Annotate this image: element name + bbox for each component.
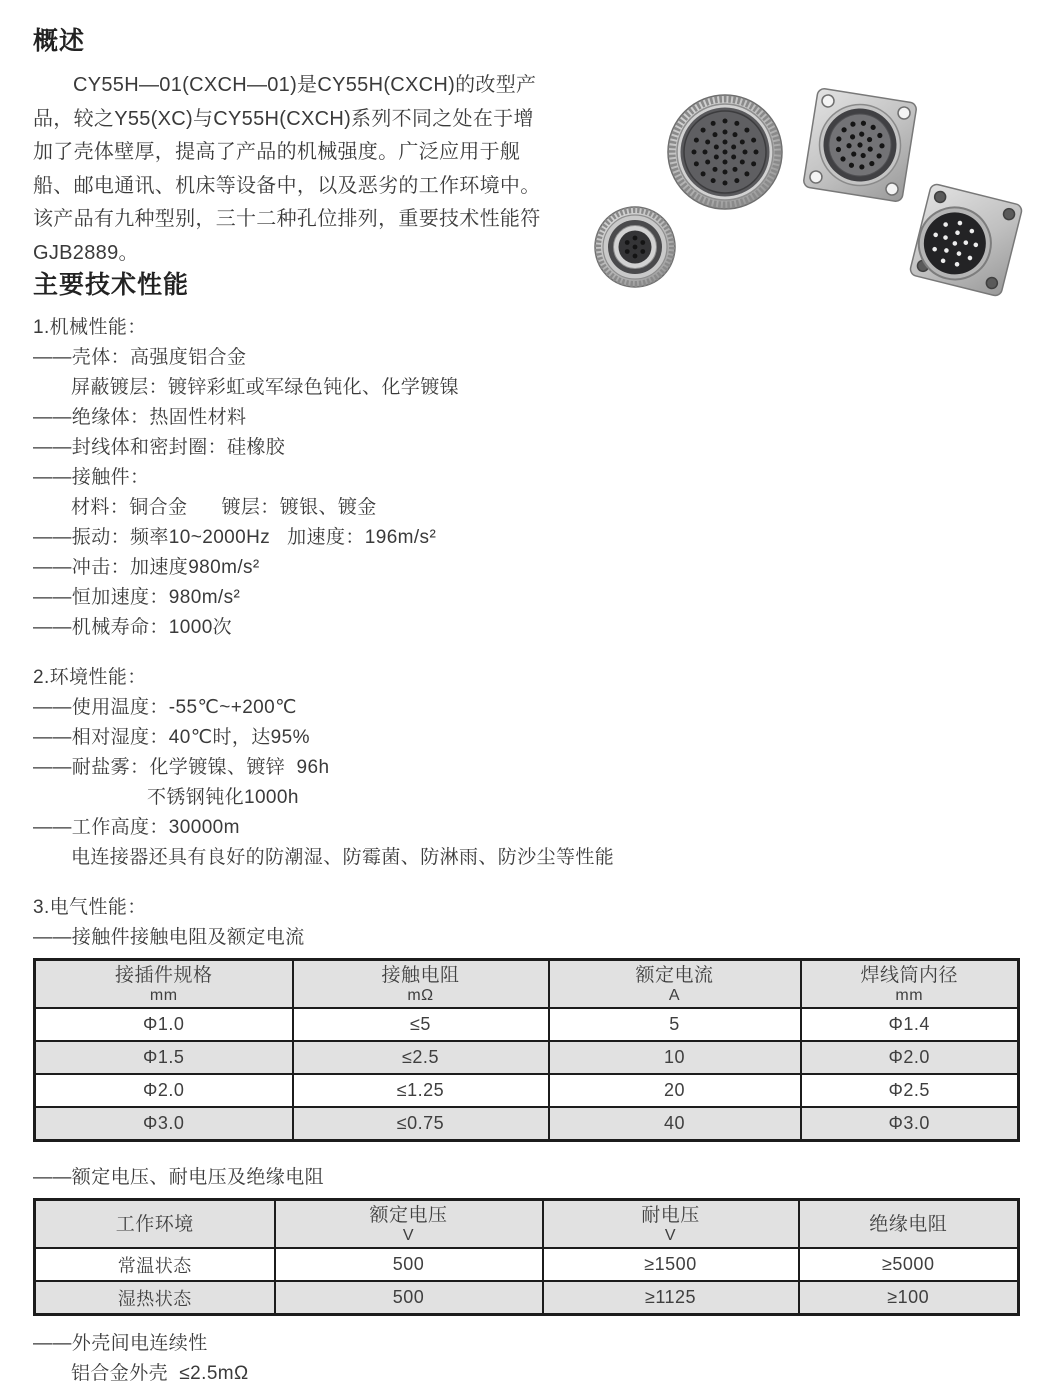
table2-caption: ——额定电压、耐电压及绝缘电阻 [33,1167,325,1188]
continuity-line-2: 铝合金外壳 ≤2.5mΩ [71,1363,249,1384]
spec-line: ——恒加速度：980m/s² [33,587,241,608]
table-cell: 常温状态 [35,1248,275,1281]
table1-caption: ——接触件接触电阻及额定电流 [33,927,305,948]
spec-line: ——壳体：高强度铝合金 [33,347,247,368]
spec-line: ——相对湿度：40℃时，达95% [33,727,310,748]
overview-paragraph: CY55H—01(CXCH—01)是CY55H(CXCH)的改型产品，较之Y55(XC)与CY55H(CXCH)系列不同之处在于增加了壳体壁厚，提高了产品的机械强度。广泛应用于舰船、邮电通讯、机床等设备中，以及恶劣的工作环境中。该产品有九种型别，三十二种孔位排列，重要技术性能符GJB2889。 [33,74,541,264]
table-cell: ≥100 [799,1281,1019,1315]
spec-line: ——工作高度：30000m [33,817,240,838]
table-cell: 5 [549,1008,801,1041]
spec-line: ——封线体和密封圈：硅橡胶 [33,437,286,458]
table-cell: 500 [275,1248,543,1281]
table-cell: Φ2.5 [801,1074,1019,1107]
table-header-cell: 接插件规格 mm [35,960,293,1009]
table-cell: ≤2.5 [293,1041,549,1074]
table-cell: Φ1.0 [35,1008,293,1041]
connector-square-b [909,183,1023,297]
spec-line: 电连接器还具有良好的防潮湿、防霉菌、防淋雨、防沙尘等性能 [71,847,615,868]
spec-line: ——绝缘体：热固性材料 [33,407,247,428]
table-header-cell: 耐电压 V [543,1200,799,1249]
table-cell: ≤1.25 [293,1074,549,1107]
table-cell: Φ3.0 [35,1107,293,1141]
overview-heading: 概述 [33,27,86,55]
voltage-insulation-table [33,1198,1020,1316]
table-cell: Φ3.0 [801,1107,1019,1141]
connector-round-large [668,95,782,209]
table-cell: Φ1.5 [35,1041,293,1074]
table-cell: ≥1500 [543,1248,799,1281]
spec-section [33,663,1018,873]
continuity-line-1: ——外壳间电连续性 [33,1333,208,1354]
table-header-cell: 焊线筒内径 mm [801,960,1019,1009]
table-cell: 湿热状态 [35,1281,275,1315]
table-cell: ≤0.75 [293,1107,549,1141]
table-cell: ≥1125 [543,1281,799,1315]
table-row [35,1074,1019,1107]
spec-line: 屏蔽镀层：镀锌彩虹或军绿色钝化、化学镀镍 [71,377,460,398]
table-row [35,1041,1019,1074]
connector-square-a [803,88,917,202]
table-cell: 10 [549,1041,801,1074]
table-cell: ≥5000 [799,1248,1019,1281]
table-row [35,1248,1019,1281]
spec-line: 不锈钢钝化1000h [147,787,299,808]
spec-line: ——使用温度：-55℃~+200℃ [33,697,297,718]
table-cell: Φ2.0 [801,1041,1019,1074]
spec-section-title: 2.环境性能： [33,667,147,688]
spec-section [33,313,1018,643]
electrical-section [33,893,1018,1389]
tech-heading: 主要技术性能 [33,271,190,299]
table-cell: 20 [549,1074,801,1107]
table-cell: Φ1.4 [801,1008,1019,1041]
contact-resistance-table [33,958,1020,1142]
table-header-cell: 额定电流 A [549,960,801,1009]
table-header-cell: 绝缘电阻 [799,1200,1019,1249]
table-row [35,1107,1019,1141]
table-row [35,1281,1019,1315]
spec-line: ——振动：频率10~2000Hz 加速度：196m/s² [33,527,437,548]
spec-line: 材料：铜合金 镀层：镀银、镀金 [71,497,377,518]
electrical-title: 3.电气性能： [33,897,147,918]
table-header-cell: 工作环境 [35,1200,275,1249]
spec-line: ——耐盐雾：化学镀镍、镀锌 96h [33,757,330,778]
table-cell: 500 [275,1281,543,1315]
table-cell: 40 [549,1107,801,1141]
table-header-cell: 接触电阻 mΩ [293,960,549,1009]
table-row [35,1008,1019,1041]
tech-sections [33,313,1018,873]
connector-round-small [595,207,675,287]
spec-line: ——机械寿命：1000次 [33,617,233,638]
table-cell: ≤5 [293,1008,549,1041]
spec-line: ——接触件： [33,467,150,488]
product-photo [578,70,1048,320]
spec-line: ——冲击：加速度980m/s² [33,557,260,578]
table-header-cell: 额定电压 V [275,1200,543,1249]
table-cell: Φ2.0 [35,1074,293,1107]
spec-section-title: 1.机械性能： [33,317,147,338]
